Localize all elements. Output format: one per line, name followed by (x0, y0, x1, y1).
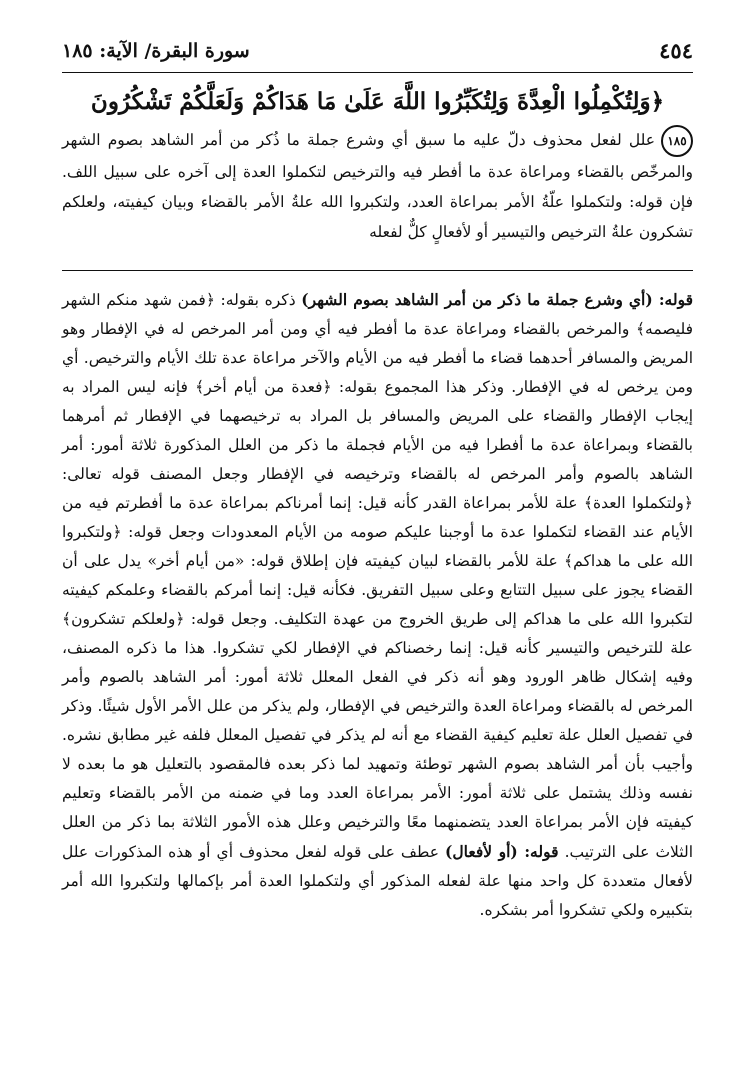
page-header (62, 30, 693, 73)
tafsir-text: علل لفعل محذوف دلّ عليه ما سبق أي وشرع جملة ما ذُكر من أمر الشاهد بصوم الشهر والمرخّص بالقضاء ومراعاة عدة ما أفطر فيه والترخيص لتكملوا العدة إلى آخره على سبيل اللف. فإن قوله: ولتكملوا علّةُ الأمر بمراعاة العدد، ولتكبروا الله علةُ الأمر بالقضاء وبيان كيفيته، ولعلكم تشكرون علةُ الترخيص والتيسير أو لأفعالٍ كلٌّ لفعله (62, 131, 693, 241)
commentary-section (62, 285, 693, 925)
tafsir-paragraph (62, 125, 693, 247)
ayah-number-icon: ١٨٥ (661, 125, 693, 157)
commentary-paragraph (62, 285, 693, 925)
commentary-text-2: عطف على قوله لفعل محذوف أي أو هذه المذكورات علل لأفعال متعددة كل واحد منها علة لفعله المذكور أي ولتكملوا العدة أمر بإكمالها ولتكبروا الله أمر بتكبيره ولكي تشكروا أمر بشكره. (62, 843, 693, 919)
surah-title: سورة البقرة/ الآية: ١٨٥ (62, 40, 250, 62)
page-number: ٤٥٤ (659, 38, 693, 63)
commentary-heading-2: قوله: (أو لأفعال) (445, 842, 559, 861)
section-divider (62, 270, 693, 271)
quran-verse: ﴿وَلِتُكْمِلُوا الْعِدَّةَ وَلِتُكَبِّرُوا اللَّهَ عَلَىٰ مَا هَدَاكُمْ وَلَعَلَّكُمْ تَشْكُرُونَ (90, 88, 665, 115)
commentary-heading: قوله: (أي وشرع جملة ما ذكر من أمر الشاهد بصوم الشهر) (301, 290, 693, 309)
commentary-text: ذكره بقوله: ﴿فمن شهد منكم الشهر فليصمه﴾ والمرخص بالقضاء ومراعاة عدة ما أفطر فيه أي ومن أمر المرخص له في الإفطار وهو المريض والمسافر أحدهما قضاء ما أفطر فيه من الأيام والآخر مراعاة عدة تلك الأيام والترخيص. أي ومن يرخص له في الإفطار. وذكر هذا المجموع بقوله: ﴿فعدة من أيام أخر﴾ فإنه ليس المراد به إيجاب الإفطار والقضاء على المريض والمسافر بل المراد به ترخيصهما في الإفطار ثم أمرهما بالقضاء وبمراعاة عدة ما أفطرا فيه من الأيام فجملة ما ذكر من العلل المذكورة ثلاثة أمور: أمر الشاهد بالصوم وأمر المرخص له بالقضاء وترخيصه في الإفطار وجعل المصنف قوله تعالى: ﴿ولتكملوا العدة﴾ علة للأمر بمراعاة القدر كأنه قيل: إنما أمرناكم بمراعاة عدة ما أفطرتم فيه من الأيام عند القضاء لتكملوا عدة ما أوجبنا عليكم صومه من الأيام المعدودات وجعل قوله: ﴿ولتكبروا الله على ما هداكم﴾ علة للأمر بالقضاء لبيان كيفيته فإن إطلاق قوله: «من أيام أخر» يدل على أن القضاء يجوز على سبيل التتابع وعلى سبيل التفريق. فكأنه قيل: إنما أمركم بالقضاء وعلمكم كيفيته لتكبروا الله على ما هداكم إلى طريق الخروج من عهدة التكليف. وجعل قوله: ﴿ولعلكم تشكرون﴾ علة للترخيص والتيسير كأنه قيل: إنما رخصناكم في الإفطار لكي تشكروا. هذا ما ذكره المصنف، وفيه إشكال ظاهر الورود وهو أنه ذكر في الفعل المعلل ثلاثة أمور: أمر الشاهد بالصوم وأمر المرخص له بالقضاء ومراعاة العدة والترخيص في الإفطار، ولم يذكر من علل الأمر الأول شيئًا. وذكر في تفصيل العلل علة تعليم كيفية القضاء مع أنه لم يذكر في تفصيل المعلل فلفه غير مطابق نشره. وأجيب بأن أمر الشاهد بصوم الشهر توطئة وتمهيد لما ذكر بعده فالمقصود بالتعليل هو ما بعده لا نفسه وذلك يشتمل على ثلاثة أمور: الأمر بمراعاة العدد وما في ضمنه من الأمر بالقضاء وتعليم كيفيته فإن الأمر بمراعاة العدد يتضمنهما معًا والترخيص وعلل هذه الأمور الثلاثة بما ذكر من العلل الثلاث على الترتيب. (62, 291, 693, 861)
